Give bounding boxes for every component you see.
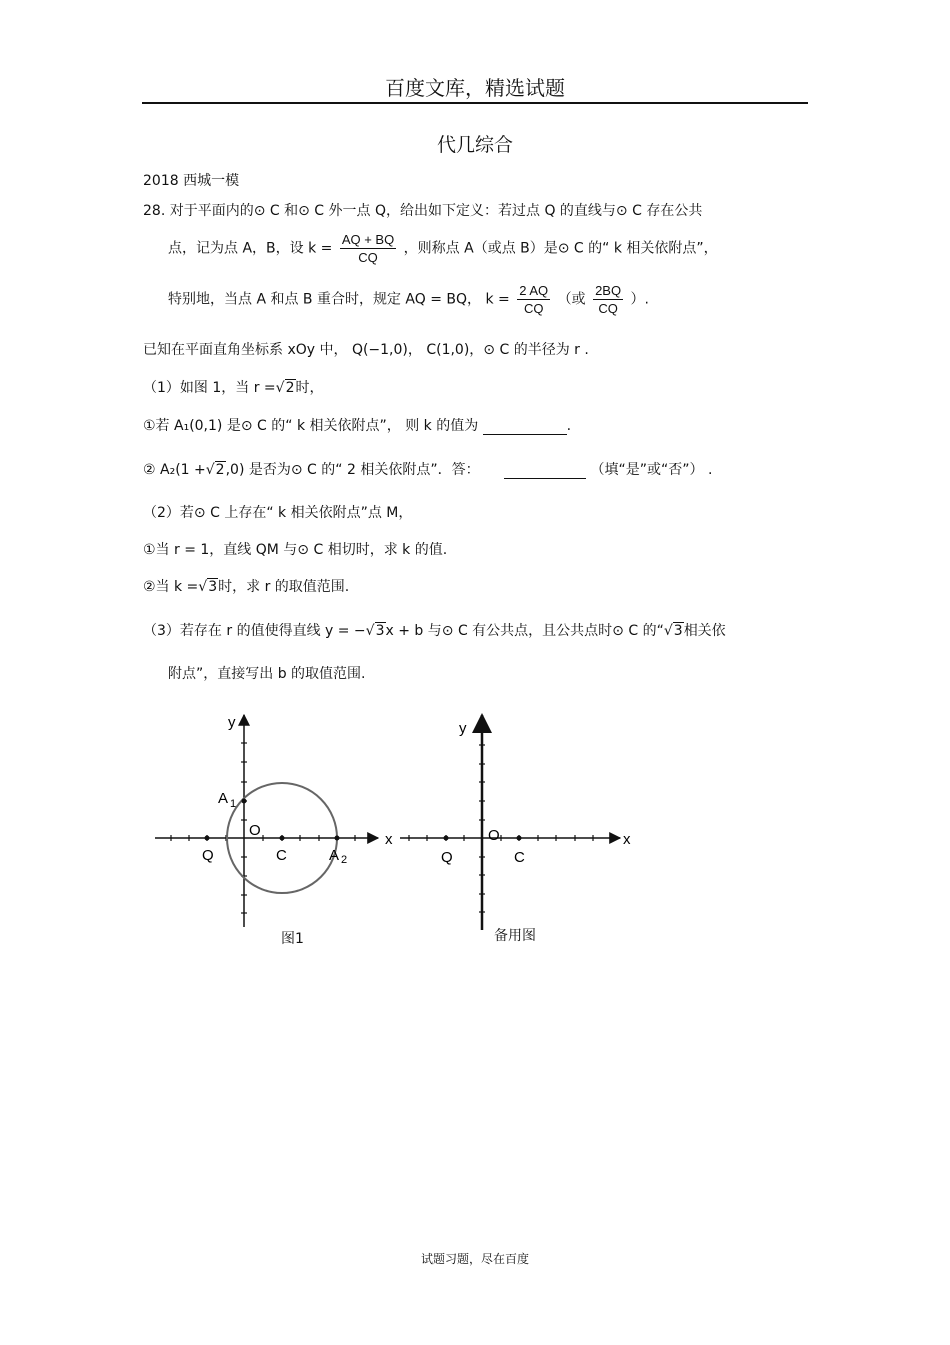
part3-line-1 [143, 620, 726, 640]
part3-text: （3）若存在 r 的值使得直线 y = − [143, 623, 366, 639]
figure-2-caption: 备用图 [494, 928, 536, 944]
fraction-numerator: 2BQ [595, 283, 622, 298]
y-axis-label: y [459, 720, 467, 737]
part2-question-b [143, 576, 349, 596]
sqrt-symbol: √ [205, 462, 215, 478]
fraction-denominator: CQ [358, 250, 378, 265]
line2-end: ，则称点 A（或点 B）是⊙ C 的“ k 相关依附点”， [403, 240, 718, 257]
point-q [444, 836, 449, 841]
section-title: 代几综合 [436, 134, 513, 156]
problem-line-3 [168, 283, 649, 316]
figure-1 [150, 705, 400, 955]
fraction-denominator: CQ [598, 301, 618, 316]
part2-question-a: ①当 r = 1，直线 QM 与⊙ C 相切时，求 k 的值. [143, 542, 448, 558]
sqrt-symbol: √ [365, 623, 375, 639]
part1-question-b [143, 459, 712, 479]
sqrt-symbol: √ [198, 579, 208, 595]
part1b-text: ② A₂(1 + [143, 462, 206, 478]
x-axis-label: x [385, 831, 393, 848]
fraction-k-definition [340, 232, 396, 265]
sqrt-radicand: 2 [285, 380, 295, 396]
part1b-mid: ,0) 是否为⊙ C 的“ 2 相关依附点”．答： [225, 462, 480, 478]
part2-heading: （2）若⊙ C 上存在“ k 相关依附点”点 M， [143, 505, 413, 521]
x-axis-label: x [623, 831, 631, 848]
c-label: C [276, 847, 287, 864]
part1a-end: . [566, 418, 572, 434]
problem-source: 2018 西城一模 [143, 173, 240, 189]
sqrt-symbol: √ [663, 623, 673, 639]
y-axis-label: y [228, 714, 236, 731]
a2-label: A [329, 847, 340, 864]
part1-heading [143, 377, 324, 397]
part3-line-2: 附点”，直接写出 b 的取值范围. [168, 666, 366, 682]
sqrt-symbol: √ [275, 380, 285, 396]
fraction-denominator: CQ [523, 301, 544, 316]
a1-label: A [218, 790, 229, 807]
part3-end: 相关依 [683, 623, 726, 639]
part2b-text: ②当 k = [143, 579, 199, 595]
c-label: C [514, 849, 525, 866]
point-a2 [335, 836, 340, 841]
part1-question-a [143, 415, 571, 435]
figure-2-spare [395, 705, 640, 935]
part1b-end: （填“是”或“否”） . [590, 462, 713, 478]
part1a-text: ①若 A₁(0,1) 是⊙ C 的“ k 相关依附点”， 则 k 的值为 [143, 418, 479, 434]
point-c [517, 836, 522, 841]
point-q [205, 836, 210, 841]
q-label: Q [441, 849, 453, 866]
problem-line-1: 28. 对于平面内的⊙ C 和⊙ C 外一点 Q，给出如下定义：若过点 Q 的直线与⊙ C 存在公共 [143, 203, 703, 219]
sqrt-radicand: 2 [215, 462, 225, 478]
sqrt-radicand: 3 [673, 623, 683, 639]
point-a1 [242, 799, 247, 804]
q-label: Q [202, 847, 214, 864]
part3-mid: x + b 与⊙ C 有公共点，且公共点时⊙ C 的“ [385, 623, 664, 639]
origin-label: O [249, 822, 261, 839]
answer-blank-yes-no[interactable] [504, 478, 586, 479]
fraction-numerator: 2 AQ [519, 283, 549, 298]
a1-subscript: 1 [230, 798, 237, 810]
problem-line-2 [168, 232, 718, 265]
line3-mid: （或 [557, 291, 586, 308]
line2-start: 点，记为点 A，B，设 k = [168, 240, 333, 257]
a2-subscript: 2 [341, 854, 348, 866]
given-line: 已知在平面直角坐标系 xOy 中， Q(−1,0)， C(1,0)，⊙ C 的半径为 r . [143, 342, 589, 358]
line3-start: 特别地，当点 A 和点 B 重合时，规定 AQ = BQ， k = [168, 291, 510, 308]
part1-text: （1）如图 1，当 r = [143, 380, 276, 396]
header-rule [142, 102, 808, 104]
point-c [280, 836, 285, 841]
part2b-end: 时，求 r 的取值范围. [218, 579, 350, 595]
fraction-numerator: AQ + BQ [341, 232, 395, 247]
page-header-title: 百度文库，精选试题 [385, 76, 565, 100]
line3-end: ）. [630, 291, 649, 308]
part1-end: 时， [295, 380, 324, 396]
fraction-2bq [593, 283, 623, 316]
sqrt-radicand: 3 [375, 623, 385, 639]
origin-label: O [488, 827, 500, 844]
figure-1-caption: 图1 [281, 931, 304, 947]
sqrt-radicand: 3 [208, 579, 218, 595]
page-footer: 试题习题，尽在百度 [420, 1252, 529, 1266]
fraction-2aq [517, 283, 550, 316]
answer-blank-k[interactable] [483, 434, 567, 435]
